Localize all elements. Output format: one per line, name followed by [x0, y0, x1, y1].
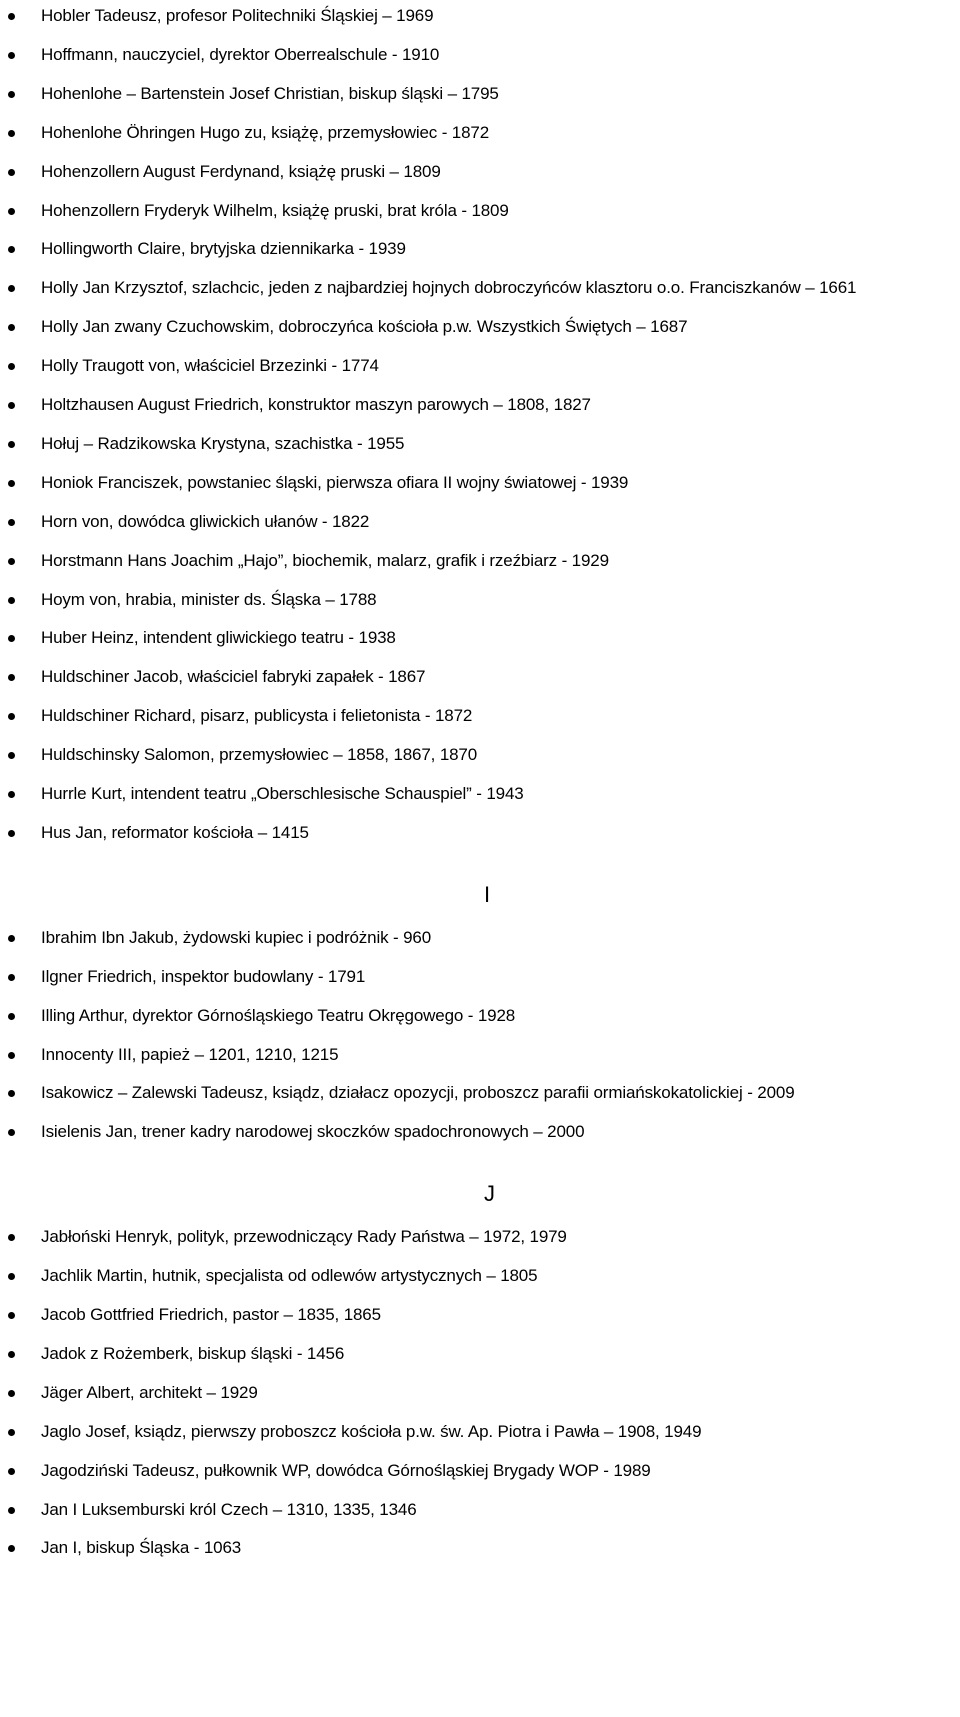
entry-text: Hoffmann, nauczyciel, dyrektor Oberrealschule - 1910: [41, 44, 440, 64]
bullet-icon: [8, 169, 15, 176]
bullet-icon: [8, 480, 15, 487]
list-item: [0, 235, 960, 265]
bullet-icon: [8, 402, 15, 409]
entry-text: Holly Jan zwany Czuchowskim, dobroczyńca kościoła p.w. Wszystkich Świętych – 1687: [41, 317, 688, 337]
entry-text: Jagodziński Tadeusz, pułkownik WP, dowódca Górnośląskiej Brygady WOP - 1989: [41, 1460, 651, 1480]
list-item: [0, 1534, 960, 1564]
list-item: [0, 391, 960, 421]
bullet-icon: [8, 441, 15, 448]
bullet-icon: [8, 13, 15, 20]
list-item: [0, 1418, 960, 1448]
list-item: [0, 924, 960, 954]
bullet-icon: [8, 519, 15, 526]
list-item: [0, 1379, 960, 1409]
list-item: [0, 1041, 960, 1071]
entry-text: Ibrahim Ibn Jakub, żydowski kupiec i podróżnik - 960: [41, 927, 432, 947]
list-item: [0, 158, 960, 188]
bullet-icon: [8, 1429, 15, 1436]
section-letter: I: [484, 881, 491, 907]
entry-text: Huldschiner Jacob, właściciel fabryki zapałek - 1867: [41, 667, 426, 687]
bullet-icon: [8, 52, 15, 59]
bullet-icon: [8, 558, 15, 565]
list-item: [0, 663, 960, 693]
list-item: [0, 702, 960, 732]
bullet-icon: [8, 974, 15, 981]
list-item: [0, 2, 960, 32]
entry-text: Huber Heinz, intendent gliwickiego teatru - 1938: [41, 628, 396, 648]
entry-text: Holtzhausen August Friedrich, konstruktor maszyn parowych – 1808, 1827: [41, 395, 591, 414]
entry-text: Ilgner Friedrich, inspektor budowlany - 1791: [41, 966, 366, 986]
bullet-icon: [8, 1052, 15, 1059]
entry-text: Jäger Albert, architekt – 1929: [41, 1382, 258, 1402]
entry-text: Illing Arthur, dyrektor Górnośląskiego Teatru Okręgowego - 1928: [41, 1005, 516, 1025]
list-item: [0, 547, 960, 577]
entry-text: Isakowicz – Zalewski Tadeusz, ksiądz, działacz opozycji, proboszcz parafii ormiańskokatolickiej - 2009: [41, 1083, 795, 1103]
section-letter: J: [484, 1181, 495, 1207]
bullet-icon: [8, 324, 15, 331]
entry-text: Holly Traugott von, właściciel Brzezinki - 1774: [41, 356, 379, 376]
bullet-icon: [8, 1129, 15, 1136]
list-item: [0, 313, 960, 343]
bullet-icon: [8, 597, 15, 604]
bullet-icon: [8, 935, 15, 942]
bullet-icon: [8, 1468, 15, 1475]
entry-text: Honiok Franciszek, powstaniec śląski, pierwsza ofiara II wojny światowej - 1939: [41, 472, 629, 492]
list-item: [0, 119, 960, 149]
bullet-icon: [8, 1090, 15, 1097]
bullet-icon: [8, 363, 15, 370]
bullet-icon: [8, 208, 15, 215]
bullet-icon: [8, 713, 15, 720]
entry-text: Jachlik Martin, hutnik, specjalista od odlewów artystycznych – 1805: [41, 1266, 538, 1286]
list-item: [0, 508, 960, 538]
entry-text: Hołuj – Radzikowska Krystyna, szachistka - 1955: [41, 433, 405, 453]
entry-text: Horstmann Hans Joachim „Hajo”, biochemik, malarz, grafik i rzeźbiarz - 1929: [41, 550, 609, 570]
list-item: [0, 41, 960, 71]
entry-text: Huldschiner Richard, pisarz, publicysta i felietonista - 1872: [41, 706, 473, 726]
entry-text: Hohenzollern August Ferdynand, książę pruski – 1809: [41, 161, 441, 181]
list-item: [0, 1301, 960, 1331]
bullet-icon: [8, 1545, 15, 1552]
entry-text: Jan I Luksemburski król Czech – 1310, 1335, 1346: [41, 1499, 417, 1519]
bullet-icon: [8, 674, 15, 681]
list-item: [0, 1457, 960, 1487]
entry-text: Hus Jan, reformator kościoła – 1415: [41, 822, 309, 842]
list-item: [0, 1262, 960, 1292]
list-item: [0, 1079, 960, 1109]
bullet-icon: [8, 130, 15, 137]
bullet-icon: [8, 635, 15, 642]
bullet-icon: [8, 91, 15, 98]
list-item: [0, 1002, 960, 1032]
entry-text: Jan I, biskup Śląska - 1063: [41, 1538, 242, 1558]
bullet-icon: [8, 830, 15, 837]
entry-text: Hohenzollern Fryderyk Wilhelm, książę pruski, brat króla - 1809: [41, 200, 509, 220]
entry-text: Innocenty III, papież – 1201, 1210, 1215: [41, 1044, 339, 1064]
list-item: [0, 963, 960, 993]
bullet-icon: [8, 1351, 15, 1358]
bullet-icon: [8, 1312, 15, 1319]
list-item: [0, 197, 960, 227]
entry-text: Jacob Gottfried Friedrich, pastor – 1835, 1865: [41, 1305, 381, 1324]
entry-text: Hohenlohe – Bartenstein Josef Christian, biskup śląski – 1795: [41, 83, 499, 103]
entry-text: Jadok z Rożemberk, biskup śląski - 1456: [41, 1343, 345, 1363]
list-item: [0, 780, 960, 810]
entry-text: Hobler Tadeusz, profesor Politechniki Śląskiej – 1969: [41, 6, 434, 25]
entry-text: Isielenis Jan, trener kadry narodowej skoczków spadochronowych – 2000: [41, 1122, 585, 1142]
bullet-icon: [8, 1273, 15, 1280]
list-item: [0, 819, 960, 849]
entry-text: Hoym von, hrabia, minister ds. Śląska – 1788: [41, 589, 377, 609]
bullet-icon: [8, 1390, 15, 1397]
list-item: [0, 741, 960, 771]
entry-text: Jaglo Josef, ksiądz, pierwszy proboszcz kościoła p.w. św. Ap. Piotra i Pawła – 1908, 1949: [41, 1421, 702, 1441]
list-item: [0, 1496, 960, 1526]
list-item: [0, 1118, 960, 1148]
list-item: [0, 352, 960, 382]
entry-text: Hollingworth Claire, brytyjska dziennikarka - 1939: [41, 239, 406, 259]
entry-text: Huldschinsky Salomon, przemysłowiec – 1858, 1867, 1870: [41, 745, 478, 765]
entry-text: Jabłoński Henryk, polityk, przewodniczący Rady Państwa – 1972, 1979: [41, 1227, 567, 1247]
bullet-icon: [8, 246, 15, 253]
entry-text: Horn von, dowódca gliwickich ułanów - 1822: [41, 511, 370, 531]
list-item: [0, 80, 960, 110]
list-item: [0, 430, 960, 460]
list-item: [0, 1223, 960, 1253]
list-item: [0, 469, 960, 499]
list-item: [0, 274, 960, 304]
entry-text: Hurrle Kurt, intendent teatru „Oberschlesische Schauspiel” - 1943: [41, 784, 524, 803]
bullet-icon: [8, 1013, 15, 1020]
list-item: [0, 586, 960, 616]
entry-text: Hohenlohe Öhringen Hugo zu, książę, przemysłowiec - 1872: [41, 122, 490, 142]
bullet-icon: [8, 285, 15, 292]
entry-text: Holly Jan Krzysztof, szlachcic, jeden z najbardziej hojnych dobroczyńców klasztoru o.o. Franciszkanów – 1661: [41, 278, 857, 298]
list-item: [0, 624, 960, 654]
bullet-icon: [8, 791, 15, 798]
list-item: [0, 1340, 960, 1370]
bullet-icon: [8, 1507, 15, 1514]
bullet-icon: [8, 752, 15, 759]
bullet-icon: [8, 1234, 15, 1241]
